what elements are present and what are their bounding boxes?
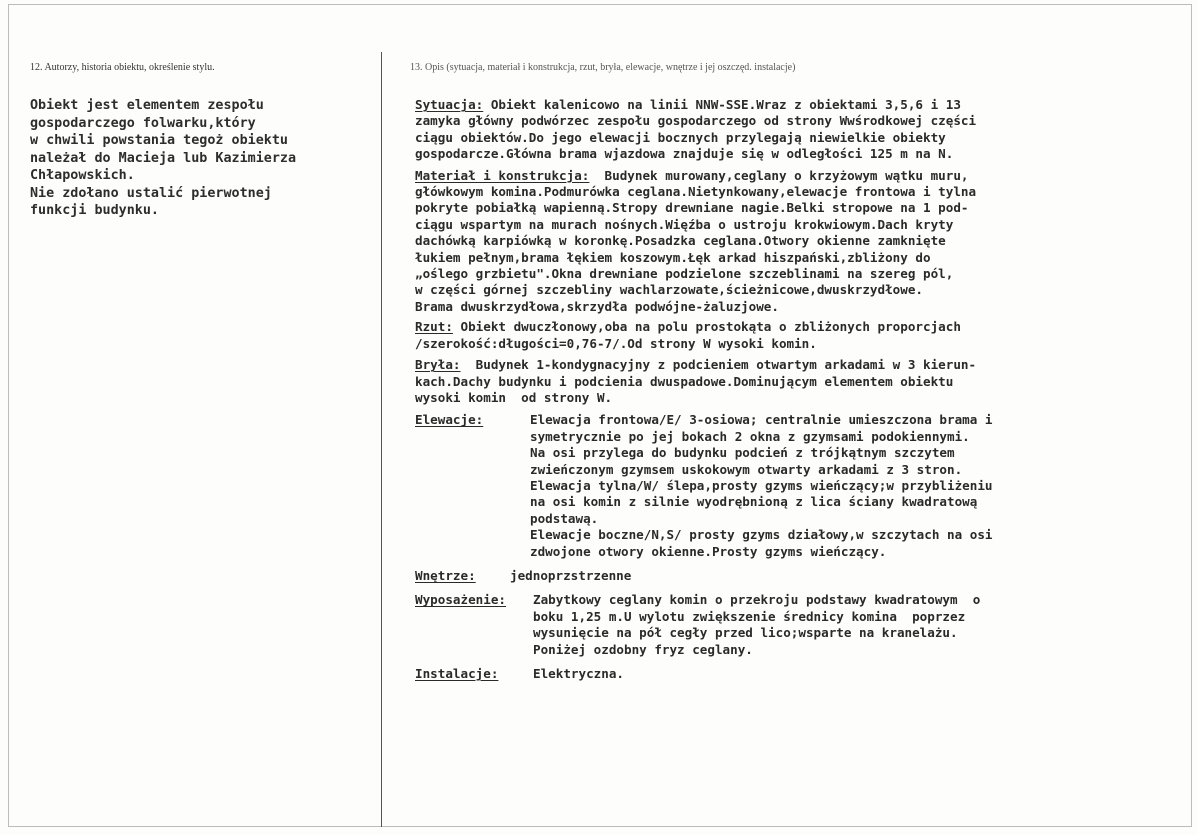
- label-elewacje: Elewacje:: [415, 412, 484, 428]
- text-elewacje: Elewacja frontowa/E/ 3-osiowa; centralnie umieszczona brama i symetrycznie po jej bokach 2 okna z gzymsami podokiennymi. Na osi przylega do budynku podcień z trójkątnym szczytem zwieńczonym gzymsem uskokowym otwarty arkadami z 3 stron. Elewacja tylna/W/ ślepa,prosty gzyms wieńczący;w przybliżeniu na osi komin z silnie wyodrębnioną z lica ściany kwadratową podstawą. Elewacje boczne/N,S/ prosty gzyms działowy,w szczytach na osi zdwojone otwory okienne.Prosty gzyms wieńczący.: [530, 412, 993, 559]
- text-rzut: Obiekt dwuczłonowy,oba na polu prostokąta o zbliżonych proporcjach /szerokość:długości=0,76-7/.Od strony W wysoki komin.: [415, 319, 961, 351]
- text-sytuacja: Obiekt kalenicowo na linii NNW-SSE.Wraz z obiektami 3,5,6 i 13 zamyka główny podwórzec zespołu gospodarczego od strony Wwśrodkowej części ciągu obiektów.Do jego elewacji bocznych przylegają niewielkie obiekty gospodarcze.Główna brama wjazdowa znajduje się w odległości 125 m na N.: [415, 97, 977, 162]
- left-column-header: 12. Autorzy, historia obiektu, określenie stylu.: [30, 62, 215, 73]
- description-column: [415, 97, 1185, 685]
- section-wnetrze: [415, 568, 1185, 584]
- text-wyposazenie: Zabytkowy ceglany komin o przekroju podstawy kwadratowym o boku 1,25 m.U wylotu zwiększenie średnicy komina poprzez wysunięcie na pół cegły przed lico;wsparte na kranelażu. Poniżej ozdobny fryz ceglany.: [533, 592, 981, 657]
- section-sytuacja: [415, 97, 1185, 163]
- history-text: Obiekt jest elementem zespołu gospodarczego folwarku,który w chwili powstania tegoż obiektu należał do Macieja lub Kazimierza Chłapowskich. Nie zdołano ustalić pierwotnej funkcji budynku.: [30, 98, 297, 218]
- label-bryla: Bryła:: [415, 357, 461, 373]
- text-bryla: Budynek 1-kondygnacyjny z podcieniem otwartym arkadami w 3 kierun- kach.Dachy budynku i podcienia dwuspadowe.Dominującym elementem obiektu wysoki komin od strony W.: [415, 357, 977, 405]
- label-sytuacja: Sytuacja:: [415, 97, 484, 112]
- section-material: [415, 168, 1185, 316]
- label-instalacje: Instalacje:: [415, 666, 499, 681]
- label-rzut: Rzut:: [415, 319, 453, 335]
- section-instalacje: [415, 666, 1185, 682]
- section-rzut: [415, 319, 1185, 352]
- label-material: Materiał i konstrukcja:: [415, 167, 590, 183]
- text-material: Budynek murowany,ceglany o krzyżowym wątku muru, główkowym komina.Podmurówka ceglana.Nietynkowany,elewacje frontowa i tylna pokryte pobiałką wapienną.Stropy drewniane nagie.Belki stropowe na 1 pod- ciągu wspartym na murach nośnych.Więźba o ustroju krokwiowym.Dach kryty dachówką karpiówką w koronkę.Posadzka ceglana.Otwory okienne zamknięte łukiem pełnym,brama łękiem koszowym.Łęk arkad hiszpański,zbliżony do „oślego grzbietu".Okna drewniane podzielone szczeblinami na szereg pól, w części górnej szczebliny wachlarzowate,ścieżnicowe,dwuskrzydłowe. Brama dwuskrzydłowa,skrzydła podwójne-żaluzjowe.: [415, 167, 977, 314]
- text-wnetrze: jednoprzstrzenne: [510, 567, 632, 583]
- section-elewacje: [415, 412, 1185, 560]
- label-wnetrze: Wnętrze:: [415, 567, 476, 583]
- column-divider: [381, 52, 382, 827]
- label-wyposazenie: Wyposażenie:: [415, 592, 506, 608]
- section-wyposazenie: [415, 592, 1185, 658]
- text-instalacje: Elektryczna.: [533, 666, 624, 681]
- right-column-header: 13. Opis (sytuacja, materiał i konstrukcja, rzut, bryła, elewacje, wnętrze i jej oszczęd. instalacje): [410, 62, 796, 73]
- section-bryla: [415, 357, 1185, 406]
